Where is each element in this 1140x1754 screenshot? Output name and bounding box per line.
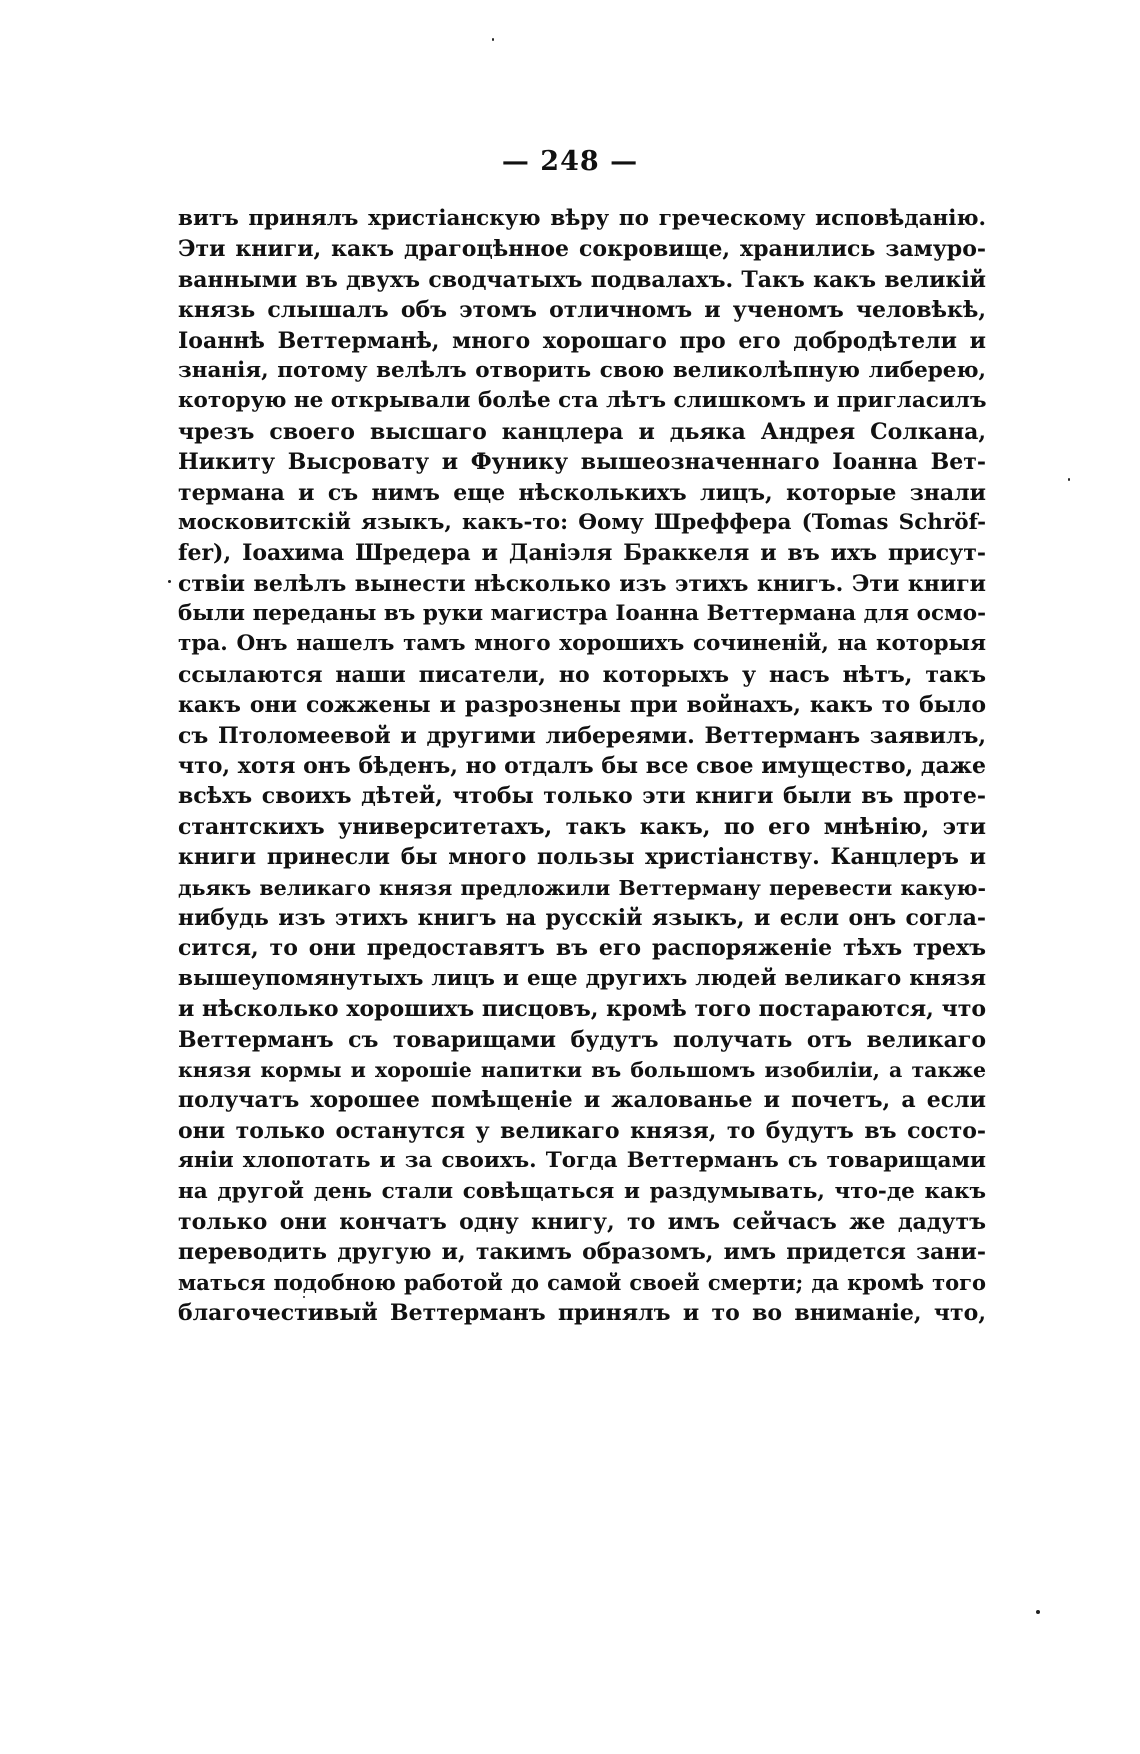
text-line: что, хотя онъ бѣденъ, но отдалъ бы все свое имущество, даже: [178, 753, 986, 780]
text-line: книги принесли бы много пользы христіанству. Канцлеръ и: [178, 844, 986, 871]
body-text: [178, 204, 986, 1328]
text-line: тра. Онъ нашелъ тамъ много хорошихъ сочиненій, на которыя: [178, 631, 986, 657]
text-line: какъ они сожжены и разрознены при войнахъ, какъ то было: [178, 692, 986, 719]
text-line: переводить другую и, такимъ образомъ, имъ придется зани-: [178, 1239, 986, 1266]
text-line: на другой день стали совѣщаться и раздумывать, что-де какъ: [178, 1178, 986, 1204]
text-line: чрезъ своего высшаго канцлера и дьяка Андрея Солкана,: [178, 418, 986, 445]
text-line: всѣхъ своихъ дѣтей, чтобы только эти книги были въ проте-: [178, 783, 986, 810]
scan-speck: [492, 38, 494, 41]
text-line: князя кормы и хорошіе напитки въ большомъ изобиліи, а также: [178, 1057, 986, 1082]
text-line: вышеупомянутыхъ лицъ и еще другихъ людей великаго князя: [178, 965, 986, 991]
text-line: только они кончатъ одну книгу, то имъ сейчасъ же дадутъ: [178, 1208, 986, 1235]
text-line: Эти книги, какъ драгоцѣнное сокровище, хранились замуро-: [178, 236, 986, 263]
text-line: яніи хлопотать и за своихъ. Тогда Веттерманъ съ товарищами: [178, 1148, 986, 1174]
text-line: дьякъ великаго князя предложили Веттерману перевести какую-: [178, 875, 986, 900]
text-line: были переданы въ руки магистра Іоанна Веттермана для осмо-: [178, 601, 986, 627]
text-line: Никиту Высровату и Фунику вышеозначеннаго Іоанна Вет-: [178, 449, 986, 476]
scan-speck: [168, 580, 171, 583]
text-line: Веттерманъ съ товарищами будутъ получать отъ великаго: [178, 1026, 986, 1053]
text-line: князь слышалъ объ этомъ отличномъ и ученомъ человѣкѣ,: [178, 297, 986, 324]
scan-speck: [1036, 1610, 1040, 1614]
text-line: ссылаются наши писатели, но которыхъ у насъ нѣтъ, такъ: [178, 661, 986, 688]
text-line: знанія, потому велѣлъ отворить свою великолѣпную либерею,: [178, 357, 986, 383]
text-line: термана и съ нимъ еще нѣсколькихъ лицъ, которые знали: [178, 479, 986, 506]
text-line: съ Птоломеевой и другими либереями. Веттерманъ заявилъ,: [178, 722, 986, 749]
text-line: ствіи велѣлъ вынести нѣсколько изъ этихъ книгъ. Эти книги: [178, 570, 986, 597]
text-line: маться подобною работой до самой своей смерти; да кромѣ того: [178, 1269, 986, 1295]
text-line: fer), Іоахима Шредера и Даніэля Браккеля и въ ихъ присут-: [178, 540, 986, 567]
text-line: благочестивый Веттерманъ принялъ и то во вниманіе, что,: [178, 1300, 986, 1327]
text-line: которую не открывали болѣе ста лѣтъ слишкомъ и пригласилъ: [178, 388, 986, 414]
text-line: ванными въ двухъ сводчатыхъ подвалахъ. Такъ какъ великій: [178, 266, 986, 293]
text-line: витъ принялъ христіанскую вѣру по греческому исповѣданію.: [178, 206, 986, 231]
text-line: они только останутся у великаго князя, то будутъ въ состо-: [178, 1117, 986, 1144]
text-line: стантскихъ университетахъ, такъ какъ, по его мнѣнію, эти: [178, 813, 986, 840]
text-line: и нѣсколько хорошихъ писцовъ, кромѣ того постараются, что: [178, 996, 986, 1023]
text-line: Іоаннѣ Веттерманѣ, много хорошаго про его добродѣтели и: [178, 327, 986, 354]
text-line: московитскій языкъ, какъ-то: Ѳому Шреффера (Tomas Schröf-: [178, 509, 986, 535]
text-line: получатъ хорошее помѣщеніе и жалованье и почетъ, а если: [178, 1087, 986, 1114]
text-line: сится, то они предоставятъ въ его распоряженіе тѣхъ трехъ: [178, 935, 986, 962]
page-number: — 248 —: [501, 146, 639, 177]
text-line: нибудь изъ этихъ книгъ на русскій языкъ, и если онъ согла-: [178, 904, 986, 931]
scan-speck: [1068, 478, 1070, 481]
